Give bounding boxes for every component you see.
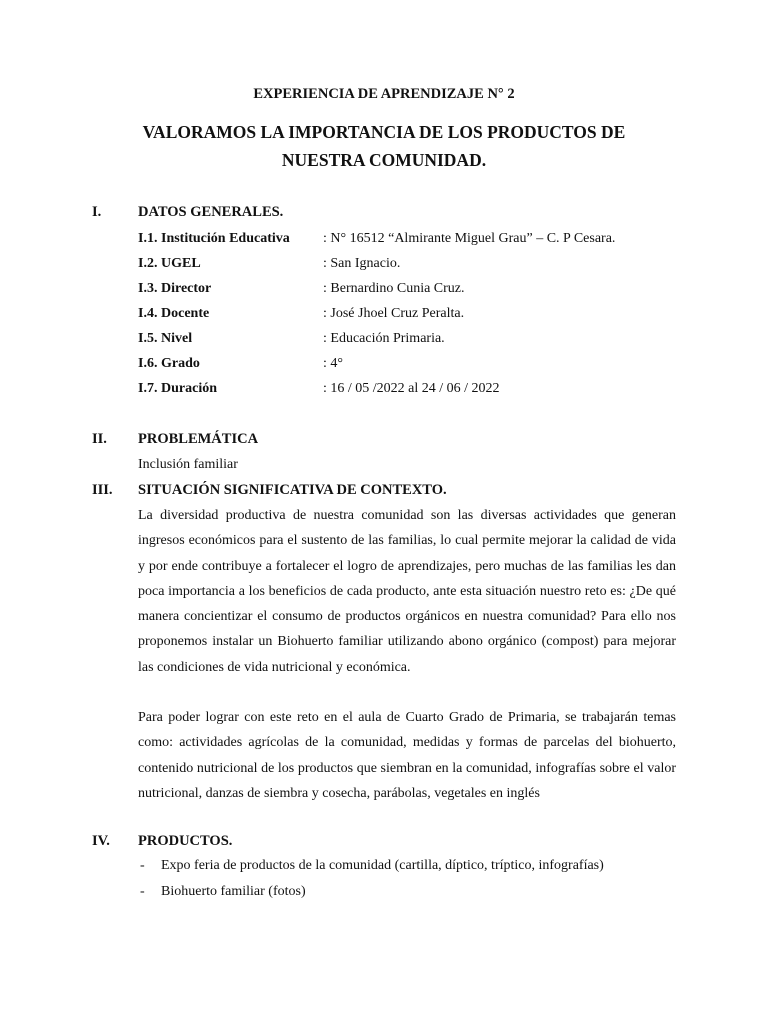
product-text: Expo feria de productos de la comunidad (cartilla, díptico, tríptico, infografías): [161, 858, 604, 873]
row-value: : Bernardino Cunia Cruz.: [323, 281, 465, 296]
row-label: Director: [161, 281, 212, 296]
row-label: Nivel: [161, 331, 193, 346]
row-number: I.4.: [138, 306, 158, 321]
row-value: : 4°: [323, 356, 343, 371]
context-paragraph-1: La diversidad productiva de nuestra comunidad son las diversas actividades que generan ingresos económicos para el sustento de las familias, lo cual permite mejorar la calidad de vida y por ende contribuye a fortalecer el logro de aprendizajes, pero muchas de las familias les dan poca importancia a los beneficios de cada producto, ante esta situación nuestro reto es: ¿De qué manera concientizar el consumo de productos orgánicos en nuestra comunidad? Para ello nos proponemos instalar un Biohuerto familiar utilizando abono orgánico (compost) para mejorar las condiciones de vida nutricional y económica.: [138, 508, 676, 675]
section-2-number: II.: [92, 431, 107, 447]
section-1-number: I.: [92, 204, 102, 220]
row-label: Docente: [161, 306, 210, 321]
section-3-title: SITUACIÓN SIGNIFICATIVA DE CONTEXTO.: [138, 482, 447, 498]
row-value: : N° 16512 “Almirante Miguel Grau” – C. P Cesara.: [323, 231, 616, 246]
section-4-title: PRODUCTOS.: [138, 833, 233, 849]
section-1-title: DATOS GENERALES.: [138, 204, 284, 220]
section-3-number: III.: [92, 482, 113, 498]
row-value: : San Ignacio.: [323, 256, 401, 271]
data-row-director: [138, 281, 698, 301]
row-number: I.7.: [138, 381, 158, 396]
experience-subtitle: VALORAMOS LA IMPORTANCIA DE LOS PRODUCTOS DE NUESTRA COMUNIDAD.: [142, 122, 626, 170]
problem-text: Inclusión familiar: [138, 457, 238, 472]
row-value: : Educación Primaria.: [323, 331, 445, 346]
row-number: I.5.: [138, 331, 158, 346]
section-2-title: PROBLEMÁTICA: [138, 431, 259, 447]
row-number: I.1.: [138, 231, 158, 246]
row-label: Institución Educativa: [161, 231, 290, 246]
section-4-number: IV.: [92, 833, 110, 849]
context-paragraph-2: Para poder lograr con este reto en el aula de Cuarto Grado de Primaria, se trabajarán temas como: actividades agrícolas de la comunidad, medidas y formas de parcelas del biohuerto, contenido nutricional de los productos que siembran en la comunidad, infografías sobre el valor nutricional, danzas de siembra y cosecha, parábolas, vegetales en inglés: [138, 710, 676, 801]
row-number: I.6.: [138, 356, 158, 371]
row-value: : José Jhoel Cruz Peralta.: [323, 306, 465, 321]
row-number: I.2.: [138, 256, 158, 271]
row-label: Grado: [161, 356, 200, 371]
row-value: : 16 / 05 /2022 al 24 / 06 / 2022: [323, 381, 500, 396]
bullet-dash: -: [140, 858, 145, 873]
data-row-docente: [138, 306, 698, 326]
product-text: Biohuerto familiar (fotos): [161, 884, 306, 899]
data-row-ugel: [138, 256, 698, 276]
row-label: UGEL: [161, 256, 201, 271]
row-label: Duración: [161, 381, 217, 396]
data-row-duracion: [138, 381, 698, 401]
experience-title: EXPERIENCIA DE APRENDIZAJE N° 2: [253, 86, 515, 102]
data-row-nivel: [138, 331, 698, 351]
data-row-institucion: [138, 231, 698, 251]
data-row-grado: [138, 356, 698, 376]
bullet-dash: -: [140, 884, 145, 899]
row-number: I.3.: [138, 281, 158, 296]
